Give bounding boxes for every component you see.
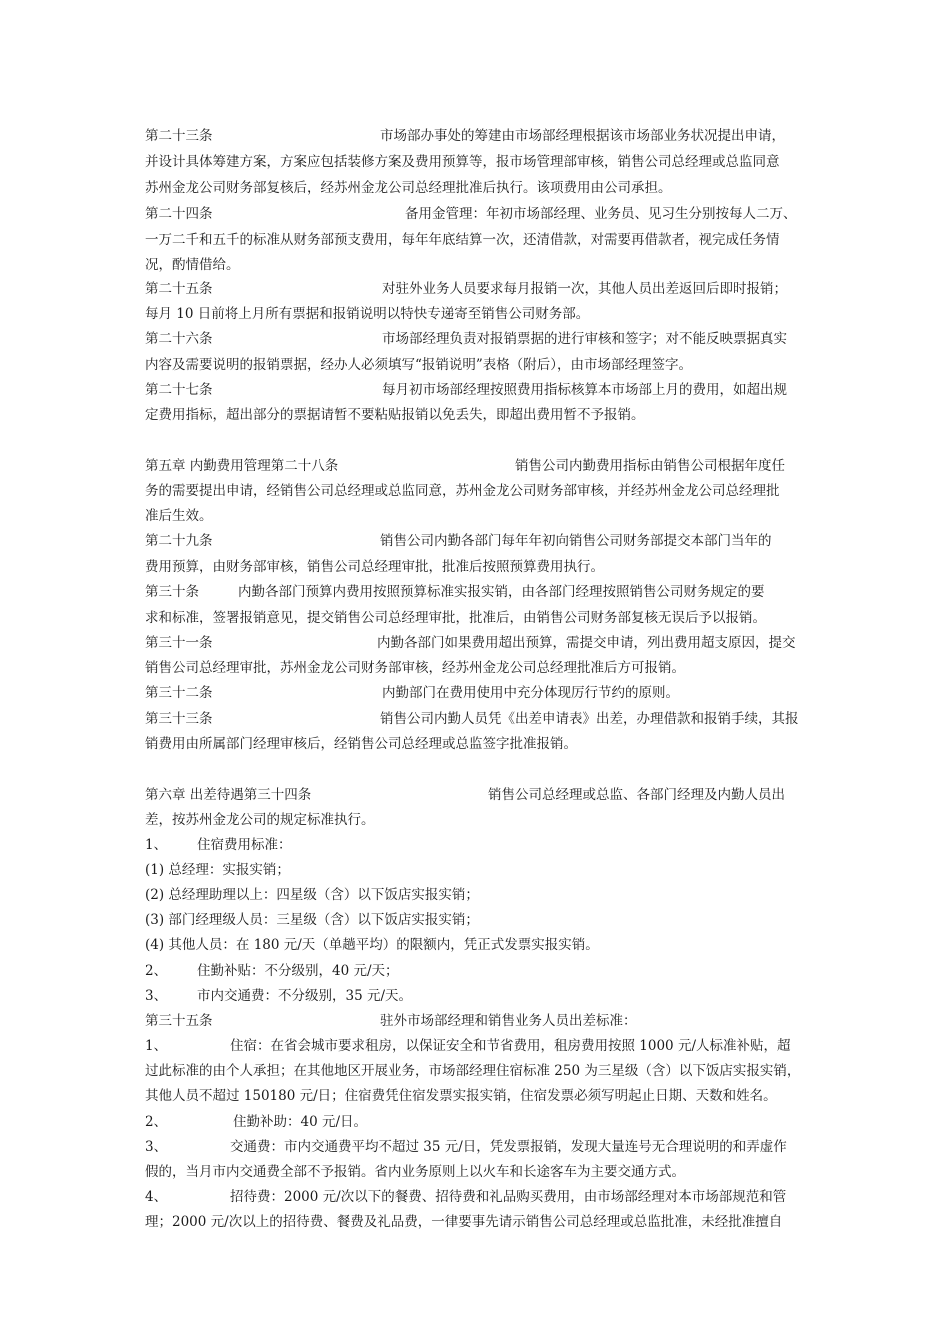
article-25-line-1 [145, 279, 810, 299]
list-item-number: 1、 [145, 1038, 168, 1054]
chapter-5-line-3: 准后生效。 [145, 508, 213, 524]
article-27-label: 第二十七条 [145, 382, 213, 398]
article-24-label: 第二十四条 [145, 206, 213, 222]
article-24-line-2: 一万二千和五千的标准从财务部预支费用，每年年底结算一次，还清借款，对需要再借款者，视完成任务情 [145, 232, 780, 248]
chapter-5-heading: 第五章 内勤费用管理第二十八条 [145, 458, 339, 474]
list-item-number: 3、 [145, 988, 168, 1004]
article-31-text: 内勤各部门如果费用超出预算，需提交申请，列出费用超支原因，提交 [377, 635, 796, 651]
list-item [145, 835, 810, 855]
article-32-text: 内勤部门在费用使用中充分体现厉行节约的原则。 [382, 685, 679, 701]
article-24-text: 备用金管理：年初市场部经理、业务员、见习生分别按每人二万、 [405, 206, 797, 222]
list-item-continuation: 假的，当月市内交通费全部不予报销。省内业务原则上以火车和长途客车为主要交通方式。 [145, 1164, 685, 1180]
list-item-continuation: 过此标准的由个人承担；在其他地区开展业务，市场部经理住宿标准 250 为三星级（含）以下饭店实报实销， [145, 1063, 801, 1079]
list-item-text: 交通费：市内交通费平均不超过 35 元/日，凭发票报销，发现大量连号无合理说明的和弄虚作 [230, 1139, 787, 1155]
article-26-text: 市场部经理负责对报销票据的进行审核和签字；对不能反映票据真实 [382, 331, 787, 347]
sub-item: (3) 部门经理级人员：三星级（含）以下饭店实报实销； [145, 912, 479, 928]
article-33-text: 销售公司内勤人员凭《出差申请表》出差，办理借款和报销手续，其报 [380, 711, 799, 727]
article-31-line-1 [145, 633, 810, 653]
chapter-6-line-1 [145, 785, 810, 805]
chapter-6-heading: 第六章 出差待遇第三十四条 [145, 787, 312, 803]
list-item-text: 招待费：2000 元/次以下的餐费、招待费和礼品购买费用，由市场部经理对本市场部规范和管 [230, 1189, 787, 1205]
article-30-line-1 [145, 582, 810, 602]
article-29-line-1 [145, 531, 810, 551]
article-29-line-2: 费用预算，由财务部审核，销售公司总经理审批，批准后按照预算费用执行。 [145, 559, 604, 575]
list-item-text: 住宿费用标准： [197, 837, 292, 853]
article-35-label: 第三十五条 [145, 1013, 213, 1029]
list-item-text: 住勤补助：40 元/日。 [233, 1114, 368, 1130]
list-item [145, 986, 810, 1006]
list-item-continuation: 其他人员不超过 150180 元/日；住宿费凭住宿发票实报实销，住宿发票必须写明起止日期、天数和姓名。 [145, 1088, 777, 1104]
chapter-5-line-1 [145, 456, 810, 476]
article-23-text: 市场部办事处的筹建由市场部经理根据该市场部业务状况提出申请， [380, 128, 785, 144]
article-23-label: 第二十三条 [145, 128, 213, 144]
article-30-label: 第三十条 [145, 584, 199, 600]
article-26-label: 第二十六条 [145, 331, 213, 347]
chapter-5-text: 销售公司内勤费用指标由销售公司根据年度任 [515, 458, 785, 474]
sub-item: (2) 总经理助理以上：四星级（含）以下饭店实报实销； [145, 887, 479, 903]
list-item-text: 住勤补贴：不分级别，40 元/天； [197, 963, 399, 979]
article-30-text: 内勤各部门预算内费用按照预算标准实报实销，由各部门经理按照销售公司财务规定的要 [238, 584, 765, 600]
article-23-line-3: 苏州金龙公司财务部复核后，经苏州金龙公司总经理批准后执行。该项费用由公司承担。 [145, 180, 672, 196]
article-31-label: 第三十一条 [145, 635, 213, 651]
list-item [145, 1036, 810, 1056]
article-33-line-2: 销费用由所属部门经理审核后，经销售公司总经理或总监签字批准报销。 [145, 736, 577, 752]
list-item-continuation: 理；2000 元/次以上的招待费、餐费及礼品费，一律要事先请示销售公司总经理或总监批准，未经批准擅自 [145, 1214, 783, 1230]
article-27-line-1 [145, 380, 810, 400]
article-27-line-2: 定费用指标，超出部分的票据请暂不要粘贴报销以免丢失，即超出费用暂不予报销。 [145, 407, 645, 423]
list-item [145, 1137, 810, 1157]
list-item-text: 住宿：在省会城市要求租房，以保证安全和节省费用，租房费用按照 1000 元/人标准补贴，超 [230, 1038, 791, 1054]
article-32-line-1 [145, 683, 810, 703]
article-33-label: 第三十三条 [145, 711, 213, 727]
article-35-text: 驻外市场部经理和销售业务人员出差标准： [380, 1013, 637, 1029]
article-31-line-2: 销售公司总经理审批，苏州金龙公司财务部审核，经苏州金龙公司总经理批准后方可报销。 [145, 660, 685, 676]
article-24-line-1 [145, 204, 810, 224]
article-25-line-2: 每月 10 日前将上月所有票据和报销说明以特快专递寄至销售公司财务部。 [145, 306, 590, 322]
list-item [145, 1187, 810, 1207]
article-33-line-1 [145, 709, 810, 729]
article-23-line-1 [145, 126, 810, 146]
article-26-line-1 [145, 329, 810, 349]
list-item-number: 2、 [145, 963, 168, 979]
article-26-line-2: 内容及需要说明的报销票据，经办人必须填写“报销说明”表格（附后），由市场部经理签字。 [145, 357, 693, 373]
list-item-number: 2、 [145, 1114, 168, 1130]
article-35-line-1 [145, 1011, 810, 1031]
list-item-number: 4、 [145, 1189, 168, 1205]
chapter-6-line-2: 差，按苏州金龙公司的规定标准执行。 [145, 812, 375, 828]
list-item-text: 市内交通费：不分级别，35 元/天。 [197, 988, 413, 1004]
article-25-text: 对驻外业务人员要求每月报销一次，其他人员出差返回后即时报销； [382, 281, 787, 297]
sub-item: (1) 总经理：实报实销； [145, 862, 290, 878]
list-item [145, 1112, 810, 1132]
list-item-number: 3、 [145, 1139, 168, 1155]
list-item [145, 961, 810, 981]
article-29-text: 销售公司内勤各部门每年年初向销售公司财务部提交本部门当年的 [380, 533, 772, 549]
article-29-label: 第二十九条 [145, 533, 213, 549]
article-30-line-2: 求和标准，签署报销意见，提交销售公司总经理审批，批准后，由销售公司财务部复核无误后予以报销。 [145, 610, 766, 626]
chapter-5-line-2: 务的需要提出申请，经销售公司总经理或总监同意，苏州金龙公司财务部审核，并经苏州金龙公司总经理批 [145, 483, 780, 499]
article-25-label: 第二十五条 [145, 281, 213, 297]
article-27-text: 每月初市场部经理按照费用指标核算本市场部上月的费用，如超出规 [382, 382, 787, 398]
sub-item: (4) 其他人员：在 180 元/天（单趟平均）的限额内，凭正式发票实报实销。 [145, 937, 599, 953]
chapter-6-text: 销售公司总经理或总监、各部门经理及内勤人员出 [488, 787, 785, 803]
article-23-line-2: 并设计具体筹建方案，方案应包括装修方案及费用预算等，报市场管理部审核，销售公司总经理或总监同意 [145, 154, 780, 170]
article-24-line-3: 况，酌情借给。 [145, 257, 240, 273]
article-32-label: 第三十二条 [145, 685, 213, 701]
list-item-number: 1、 [145, 837, 168, 853]
